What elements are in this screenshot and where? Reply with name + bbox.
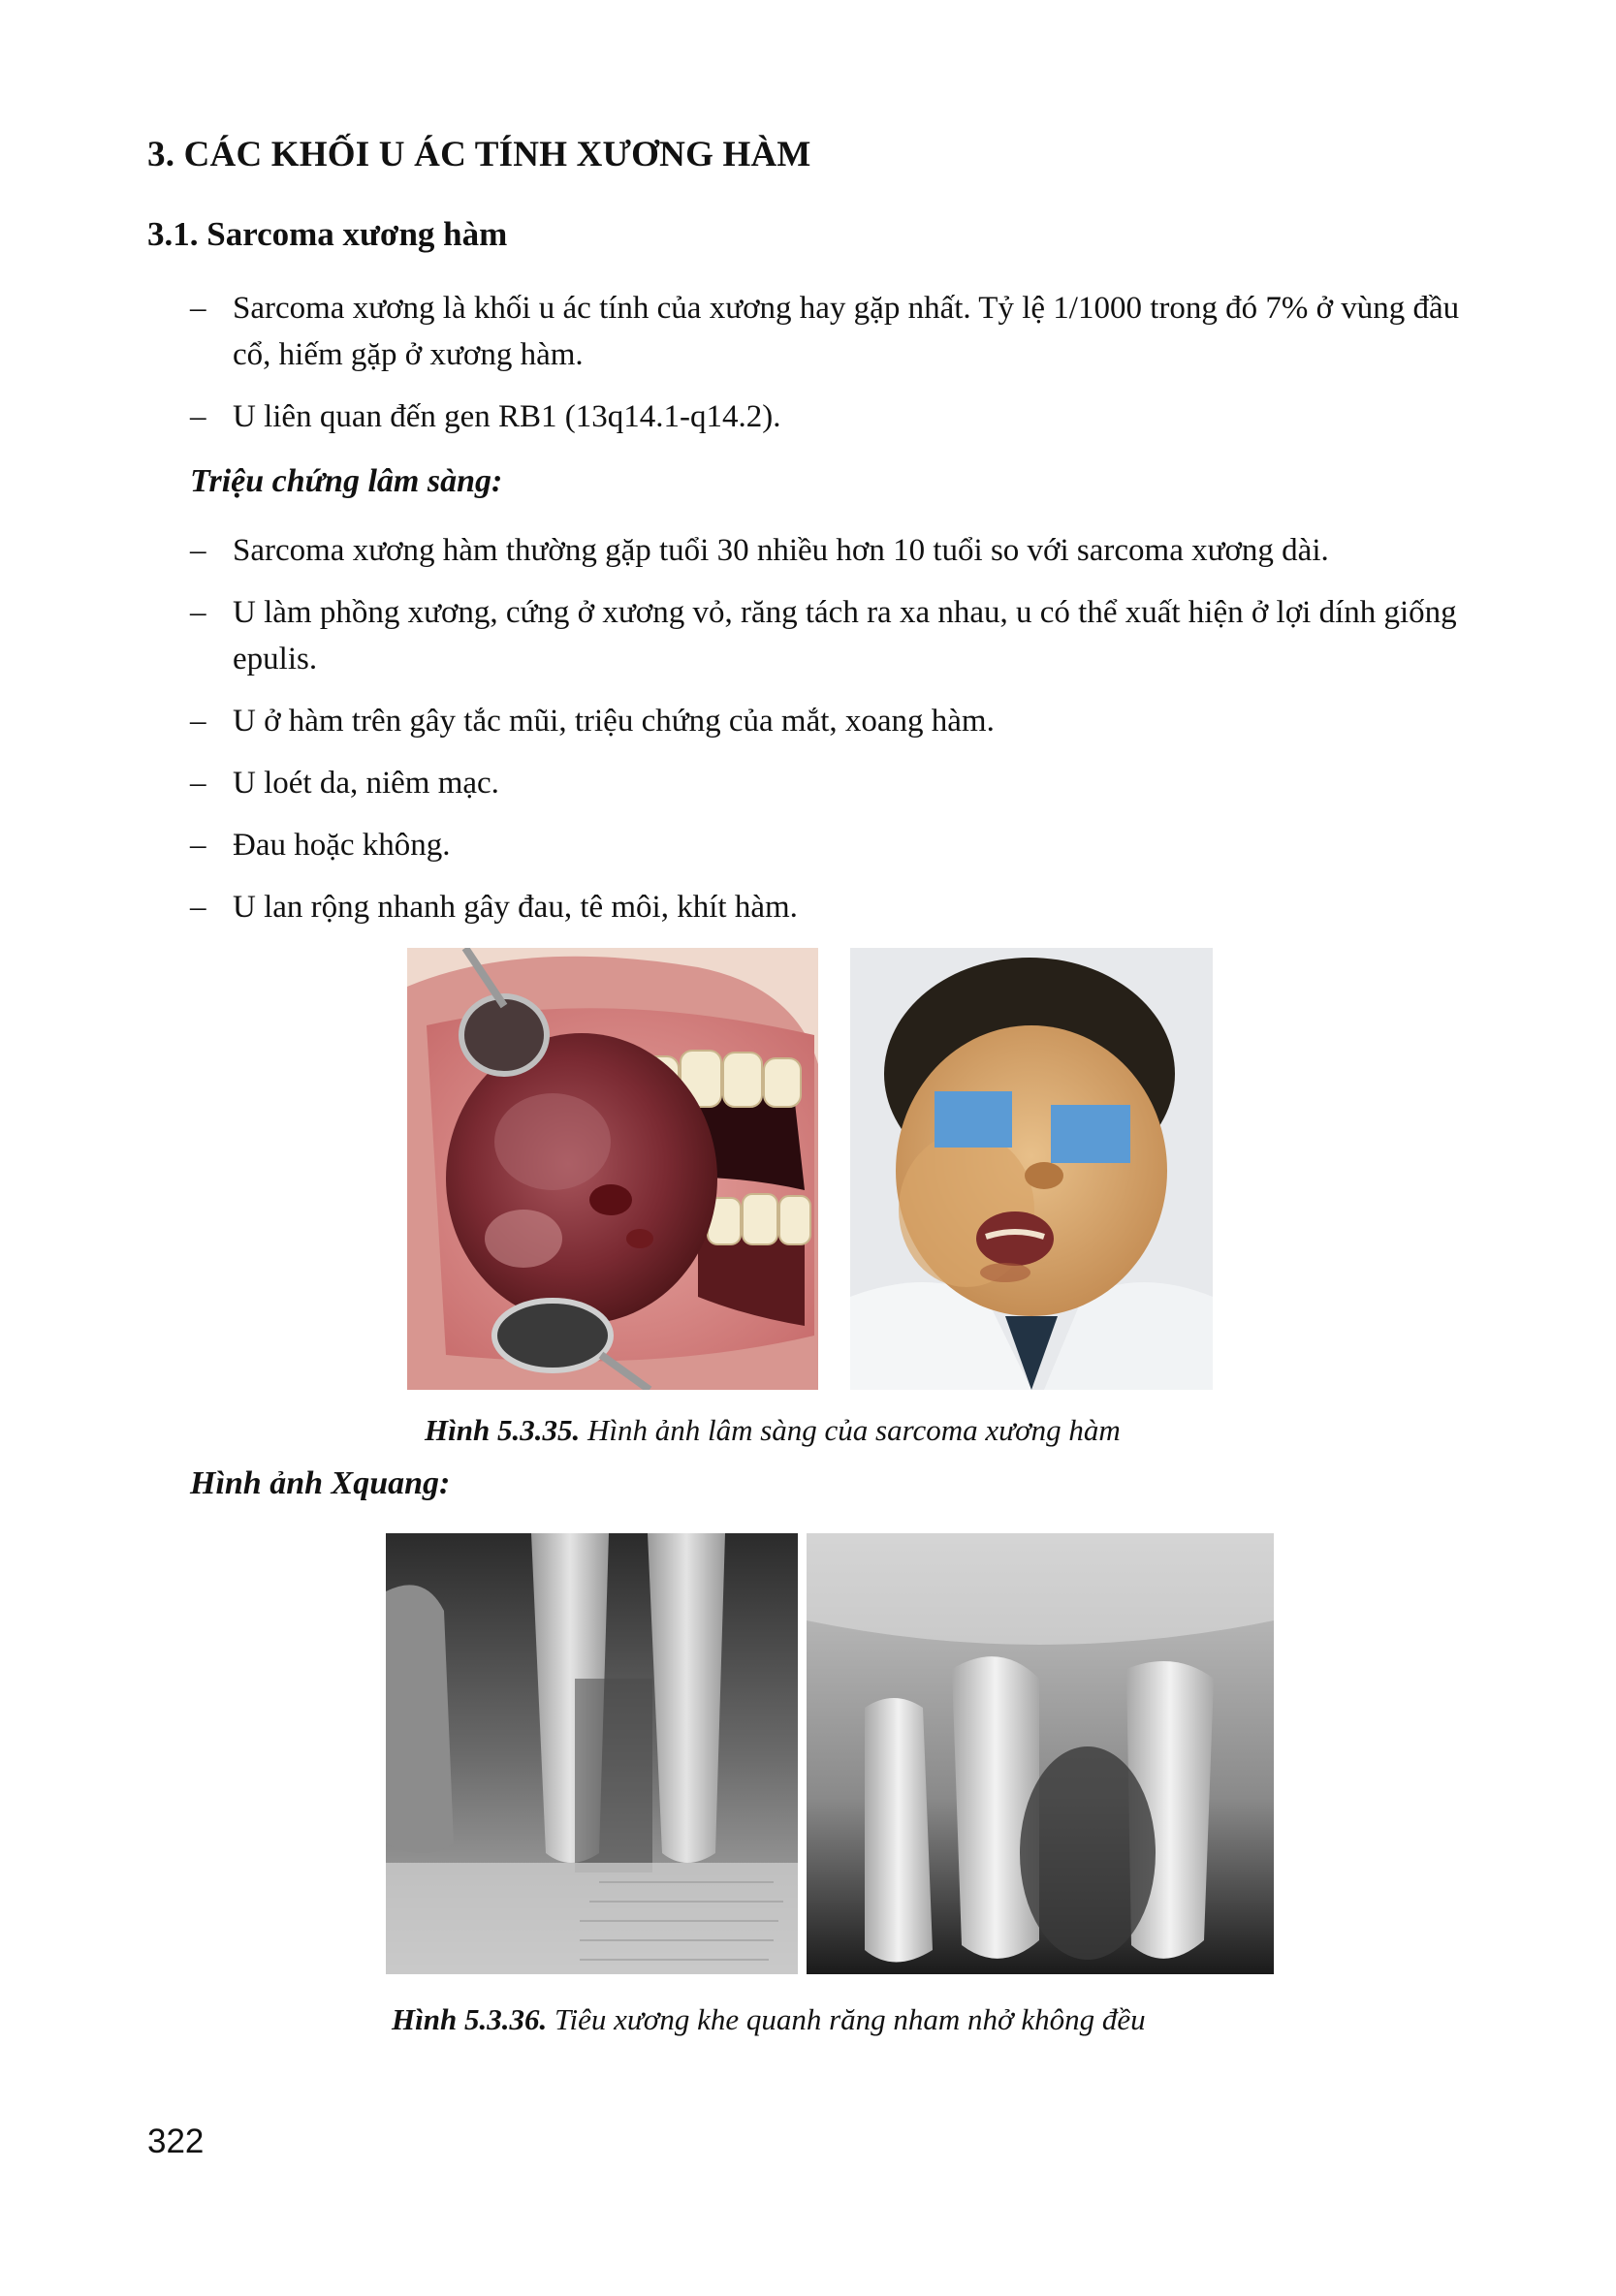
xray-heading: Hình ảnh Xquang: — [190, 1465, 451, 1501]
list-item-text: U lan rộng nhanh gây đau, tê môi, khít hàm. — [233, 890, 798, 925]
radiograph-left — [386, 1533, 798, 1974]
list-item-text: U ở hàm trên gây tắc mũi, triệu chứng của mắt, xoang hàm. — [233, 704, 995, 739]
page-number: 322 — [147, 2123, 205, 2160]
section-title: 3. CÁC KHỐI U ÁC TÍNH XƯƠNG HÀM — [147, 135, 811, 174]
figure-caption — [425, 1413, 1121, 1448]
intraoral-tumor-photo — [407, 948, 818, 1390]
list-item — [190, 698, 1470, 744]
figure-number: Hình 5.3.36. — [392, 2002, 548, 2036]
dash-bullet: – — [190, 704, 206, 739]
dash-bullet: – — [190, 291, 206, 326]
list-item-text: U loét da, niêm mạc. — [233, 766, 499, 801]
list-item-text: U làm phồng xương, cứng ở xương vỏ, răng tách ra xa nhau, u có thể xuất hiện ở lợi dính giống epulis. — [233, 595, 1457, 676]
figure-number: Hình 5.3.35. — [425, 1413, 581, 1447]
list-item-text: Sarcoma xương là khối u ác tính của xương hay gặp nhất. Tỷ lệ 1/1000 trong đó 7% ở vùng đầu cổ, hiếm gặp ở xương hàm. — [233, 291, 1460, 372]
list-item — [190, 822, 1470, 868]
figure-caption-text: Hình ảnh lâm sàng của sarcoma xương hàm — [580, 1413, 1121, 1447]
child-patient-photo — [850, 948, 1213, 1390]
list-item — [190, 285, 1470, 378]
intro-list — [190, 285, 1470, 456]
list-item-text: U liên quan đến gen RB1 (13q14.1-q14.2). — [233, 399, 781, 434]
subsection-title: 3.1. Sarcoma xương hàm — [147, 215, 508, 253]
eye-mask — [935, 1091, 1012, 1148]
list-item — [190, 393, 1470, 440]
list-item — [190, 760, 1470, 806]
list-item — [190, 589, 1470, 682]
dash-bullet: – — [190, 595, 206, 630]
eye-mask — [1051, 1105, 1130, 1163]
list-item — [190, 884, 1470, 930]
list-item-text: Đau hoặc không. — [233, 828, 451, 863]
clinical-heading: Triệu chứng lâm sàng: — [190, 463, 503, 499]
dash-bullet: – — [190, 828, 206, 863]
dash-bullet: – — [190, 766, 206, 801]
list-item-text: Sarcoma xương hàm thường gặp tuổi 30 nhiều hơn 10 tuổi so với sarcoma xương dài. — [233, 533, 1329, 568]
clinical-list — [190, 527, 1470, 946]
radiograph-right — [807, 1533, 1274, 1974]
figure-caption-text: Tiêu xương khe quanh răng nham nhở không đều — [547, 2002, 1146, 2036]
figure-caption — [392, 2002, 1146, 2037]
dash-bullet: – — [190, 890, 206, 925]
list-item — [190, 527, 1470, 574]
dash-bullet: – — [190, 533, 206, 568]
dash-bullet: – — [190, 399, 206, 434]
